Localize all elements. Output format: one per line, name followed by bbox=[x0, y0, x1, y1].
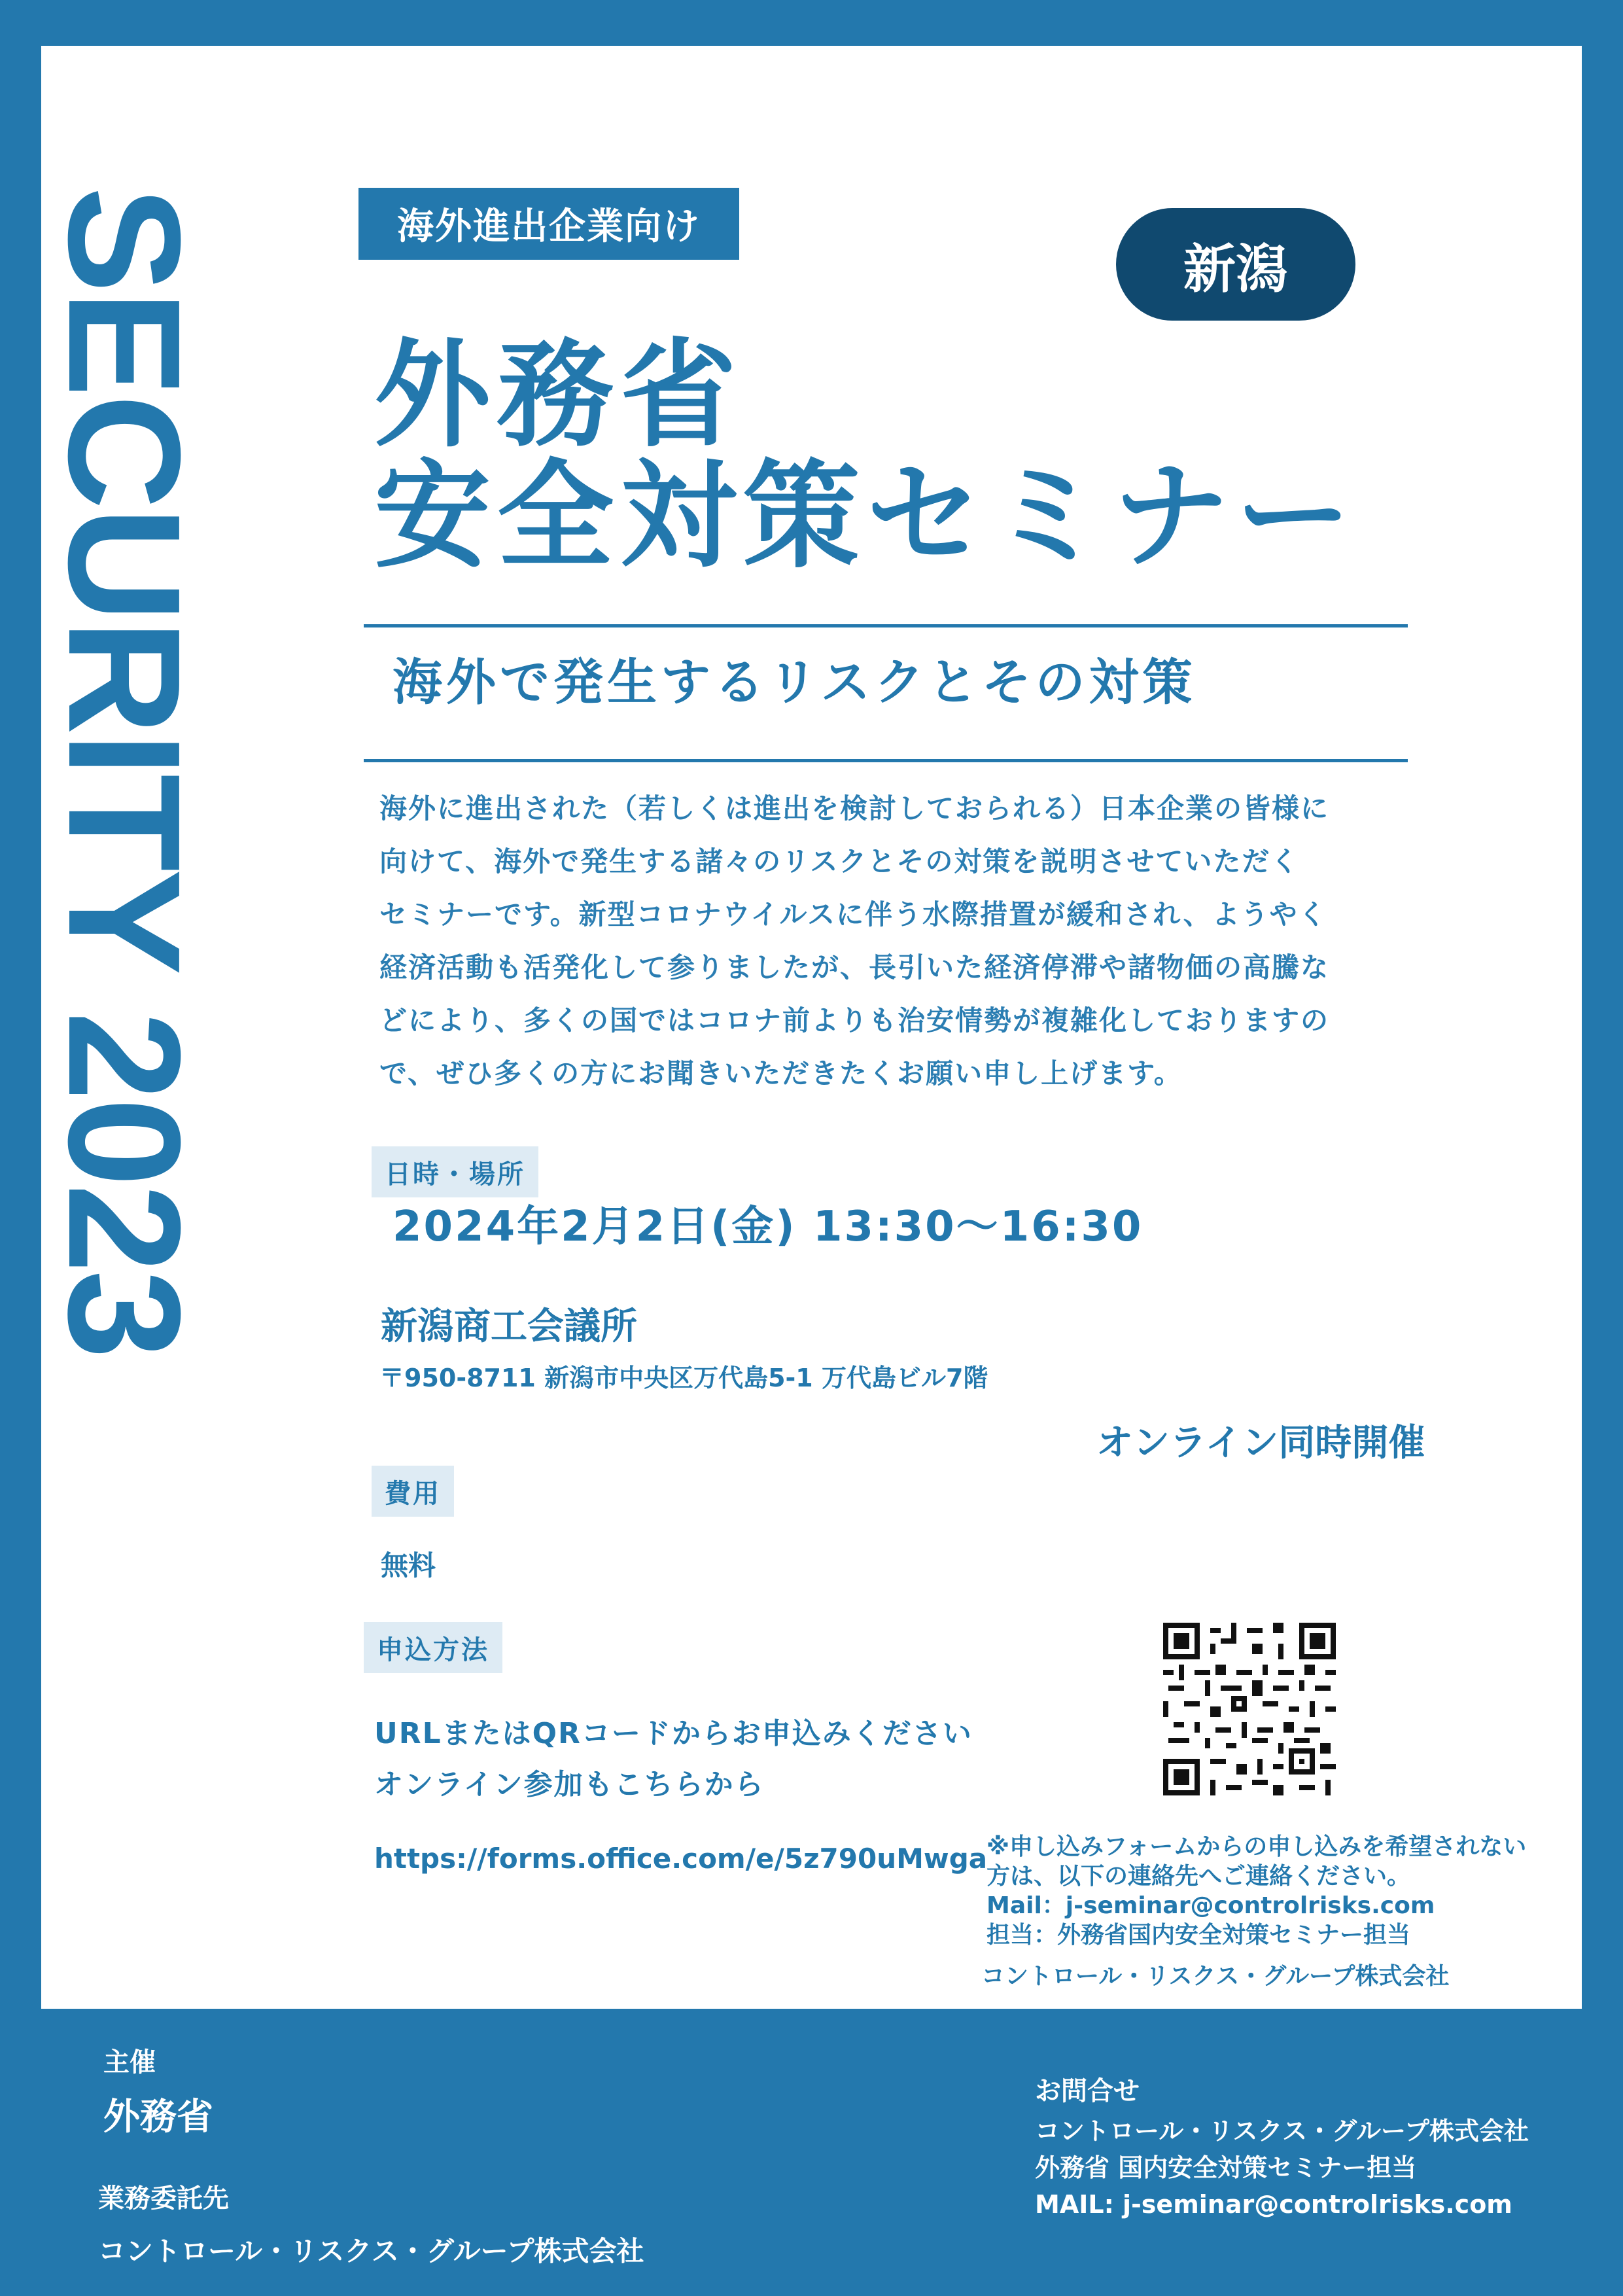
organizer-label: 主催 bbox=[103, 2047, 156, 2077]
note-line: 担当：外務省国内安全対策セミナー担当 bbox=[986, 1922, 1411, 1949]
audience-tag: 海外進出企業向け bbox=[358, 188, 739, 260]
intro-line: 海外に進出された（若しくは進出を検討しておられる）日本企業の皆様に bbox=[379, 792, 1330, 824]
divider-bottom bbox=[364, 759, 1408, 762]
intro-line: で、ぜひ多くの方にお聞きいただきたくお願い申し上げます。 bbox=[379, 1057, 1183, 1089]
online-notice: オンライン同時開催 bbox=[1096, 1422, 1425, 1464]
intro-line: 向けて、海外で発生する諸々のリスクとその対策を説明させていただく bbox=[379, 845, 1300, 877]
fee-label: 費用 bbox=[372, 1466, 454, 1517]
title-line-2: 安全対策セミナー bbox=[374, 448, 1358, 584]
application-label: 申込方法 bbox=[364, 1622, 502, 1673]
contractor-name: コントロール・リスクス・グループ株式会社 bbox=[98, 2235, 644, 2267]
schedule-label: 日時・場所 bbox=[372, 1146, 538, 1197]
intro-line: どにより、多くの国ではコロナ前よりも治安情勢が複雑化しておりますの bbox=[379, 1004, 1330, 1036]
contact-note bbox=[986, 1832, 1526, 1950]
venue-address: 〒950-8711 新潟市中央区万代島5-1 万代島ビル7階 bbox=[379, 1364, 988, 1392]
title-line-1: 外務省 bbox=[374, 327, 743, 463]
intro-line: セミナーです。新型コロナウイルスに伴う水際措置が緩和され、ようやく bbox=[379, 898, 1327, 930]
note-line: ※申し込みフォームからの申し込みを希望されない bbox=[986, 1833, 1527, 1860]
contact-company: コントロール・リスクス・グループ株式会社 bbox=[1035, 2117, 1529, 2146]
intro-paragraph bbox=[379, 782, 1426, 1100]
divider-top bbox=[364, 624, 1408, 627]
vertical-banner: SECURITY 2023 bbox=[35, 186, 214, 1356]
application-instruction: URLまたはQRコードからお申込みください bbox=[374, 1717, 973, 1750]
event-datetime: 2024年2月2日(金) 13:30〜16:30 bbox=[393, 1203, 1143, 1251]
note-company: コントロール・リスクス・グループ株式会社 bbox=[981, 1963, 1450, 1990]
fee-value: 無料 bbox=[381, 1549, 436, 1581]
intro-line: 経済活動も活発化して参りましたが、長引いた経済停滞や諸物価の高騰な bbox=[379, 951, 1330, 983]
contact-label: お問合せ bbox=[1035, 2076, 1140, 2106]
note-mail: Mail：j-seminar@controlrisks.com bbox=[986, 1892, 1435, 1919]
contact-department: 外務省 国内安全対策セミナー担当 bbox=[1035, 2153, 1417, 2182]
organizer-name: 外務省 bbox=[103, 2096, 213, 2138]
contact-email[interactable]: MAIL: j-seminar@controlrisks.com bbox=[1035, 2190, 1512, 2219]
subtitle: 海外で発生するリスクとその対策 bbox=[393, 653, 1196, 711]
venue-name: 新潟商工会議所 bbox=[381, 1305, 637, 1348]
application-url-link[interactable]: https://forms.office.com/e/5z790uMwga bbox=[374, 1843, 988, 1875]
contractor-label: 業務委託先 bbox=[98, 2183, 229, 2214]
location-badge: 新潟 bbox=[1116, 208, 1355, 321]
application-online-note: オンライン参加もこちらから bbox=[374, 1768, 765, 1801]
qr-code-icon[interactable] bbox=[1163, 1623, 1336, 1795]
note-line: 方は、以下の連絡先へご連絡ください。 bbox=[986, 1863, 1411, 1890]
